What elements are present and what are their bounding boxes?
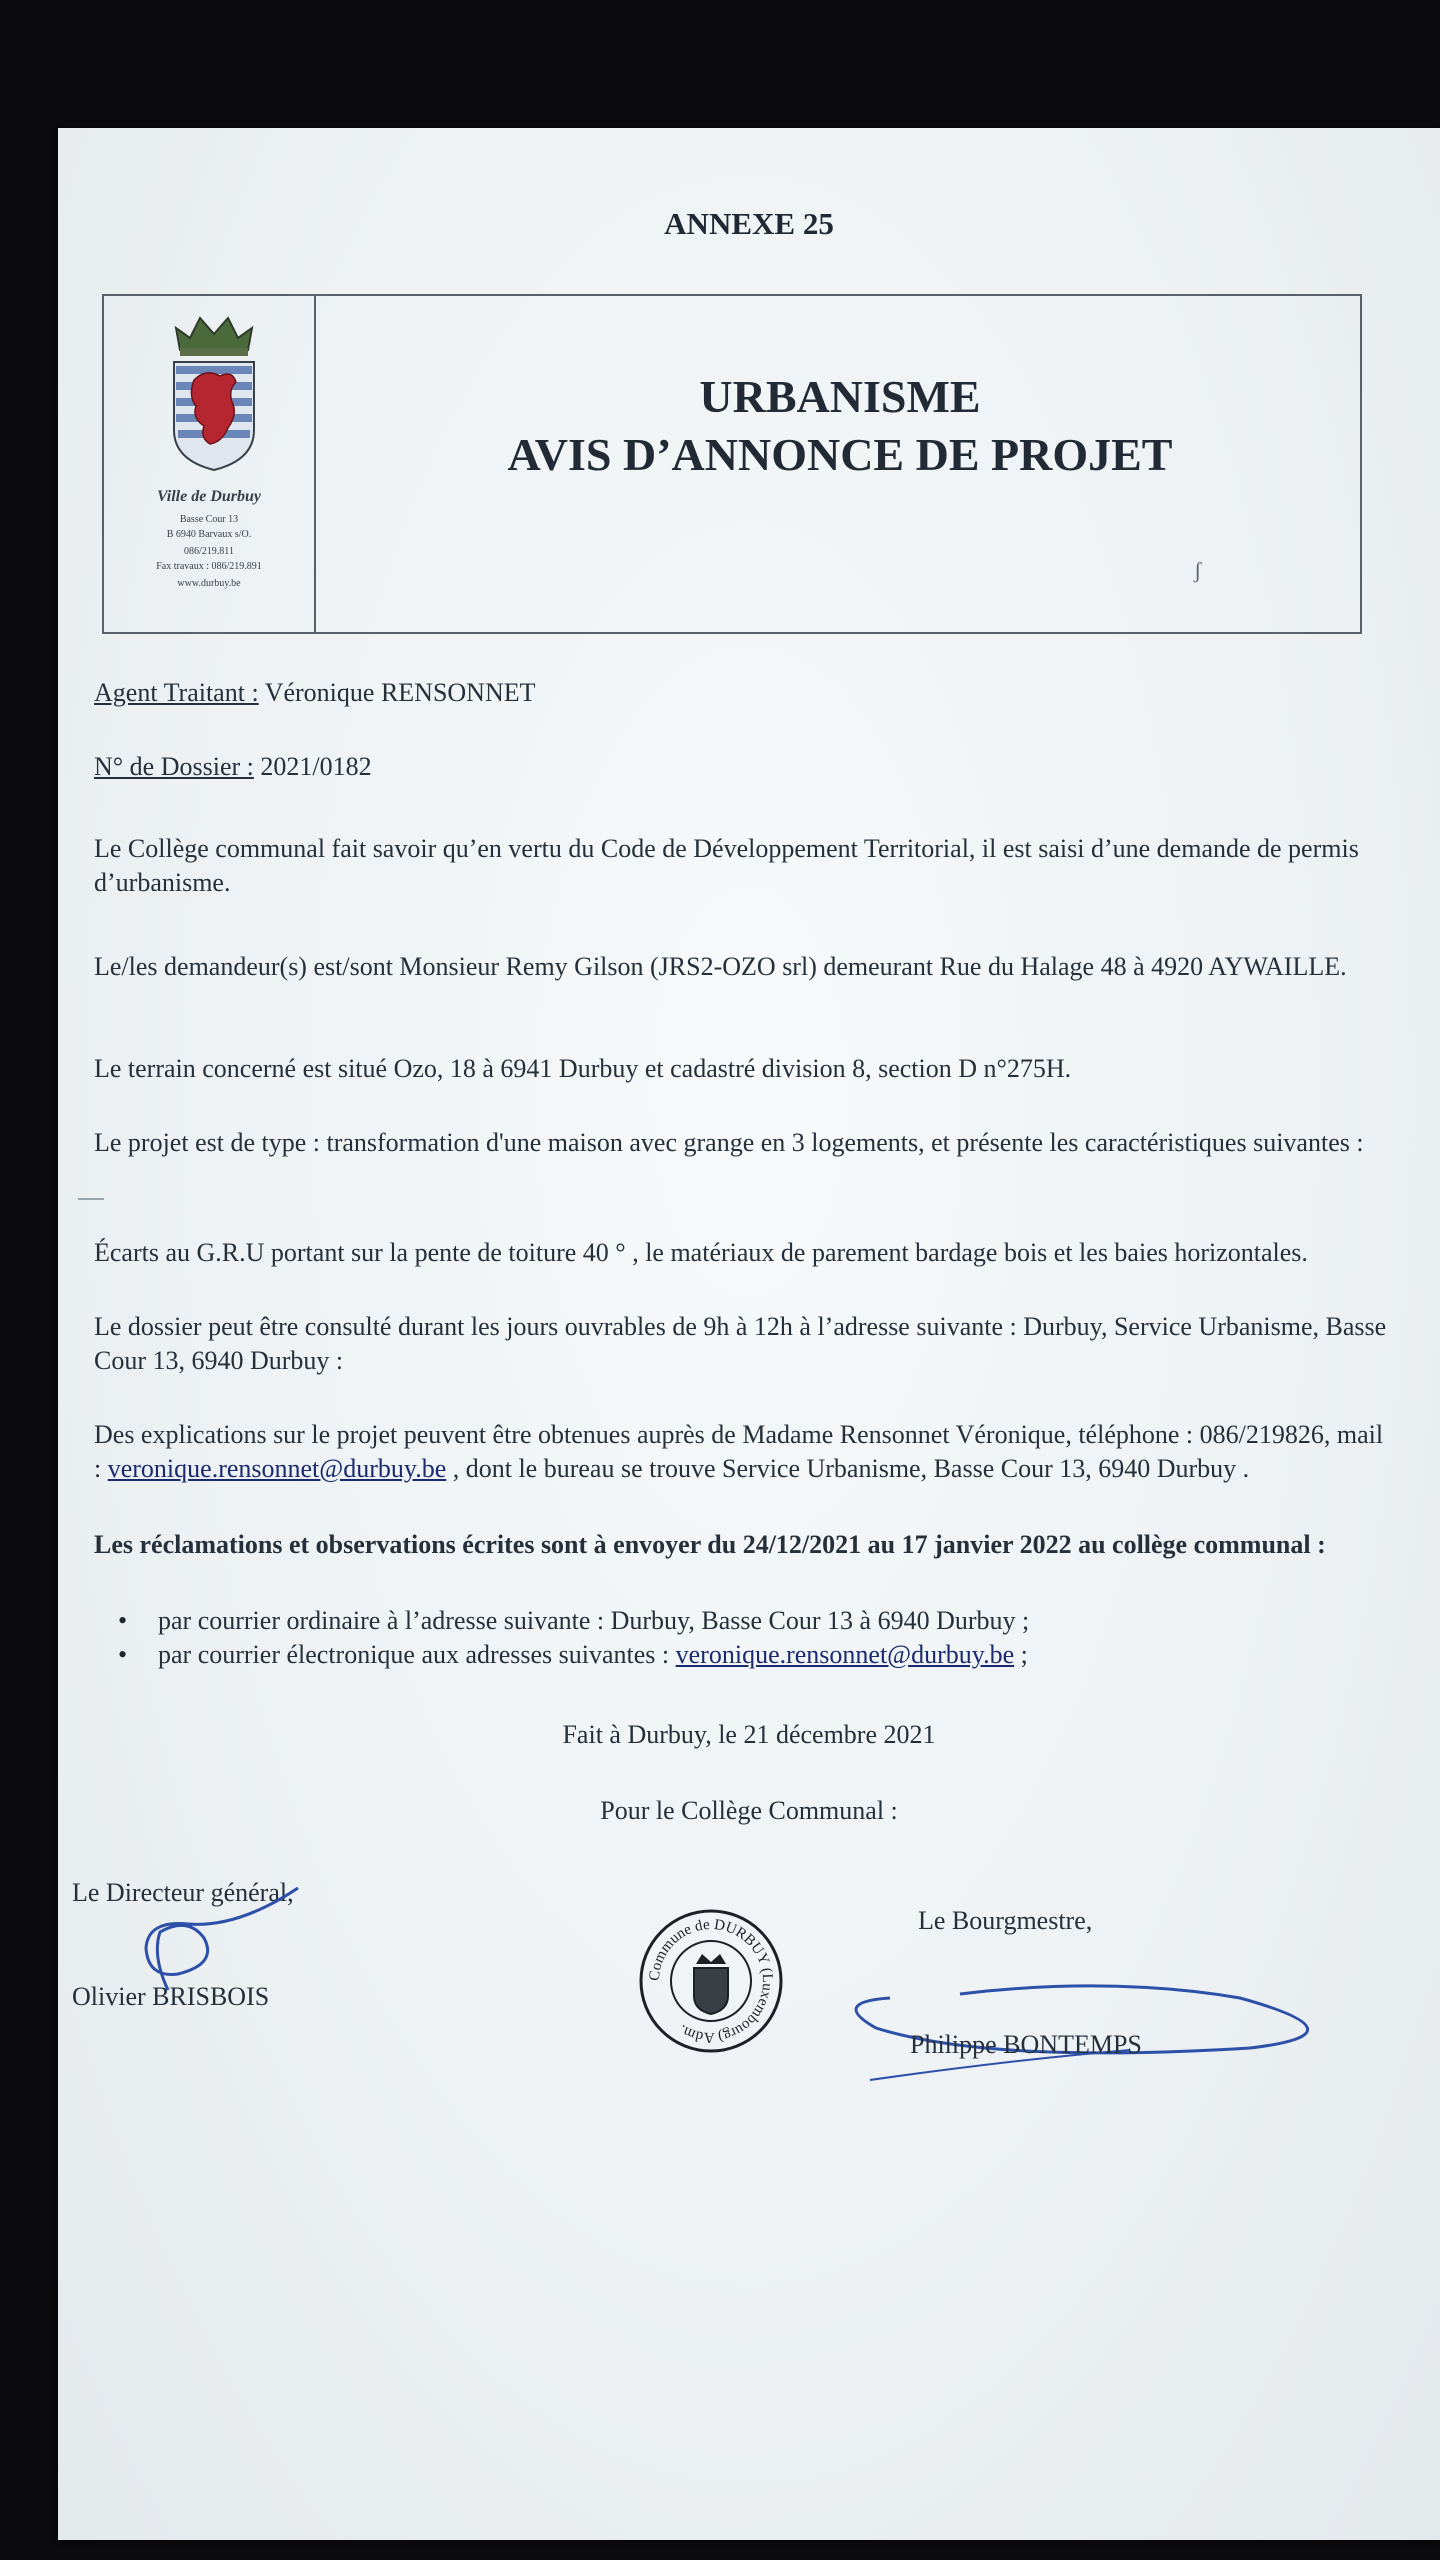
closing-date: Fait à Durbuy, le 21 décembre 2021 <box>562 1720 936 1749</box>
bullet-email-suffix: ; <box>1014 1640 1028 1669</box>
commune-stamp-icon <box>636 1906 786 2056</box>
paragraph-explications <box>94 1418 1394 1486</box>
paragraph-ecarts: Écarts au G.R.U portant sur la pente de toiture 40 ° , le matériaux de parement bardage bois et les baies horizontales. <box>94 1238 1308 1267</box>
paragraph-terrain: Le terrain concerné est situé Ozo, 18 à 6941 Durbuy et cadastré division 8, section D n°275H. <box>94 1054 1072 1083</box>
paragraph-projet: Le projet est de type : transformation d'une maison avec grange en 3 logements, et présente les caractéristiques suivantes : <box>94 1128 1364 1157</box>
closing-pour: Pour le Collège Communal : <box>600 1796 898 1825</box>
bullet-icon: • <box>118 1606 128 1635</box>
paragraph-consultation: Le dossier peut être consulté durant les jours ouvrables de 9h à 12h à l’adresse suivante : Durbuy, Service Urbanisme, Basse Cour 13, 6940 Durbuy : <box>94 1312 1387 1375</box>
stamp-text: Commune de DURBUY (Luxembourg) Adm. <box>646 1916 776 2046</box>
bourgmestre-name: Philippe BONTEMPS <box>910 2030 1142 2059</box>
agent-label: Agent Traitant : <box>94 678 259 707</box>
town-fax: Fax travaux : 086/219.891 <box>156 561 262 572</box>
annexe-label: ANNEXE 25 <box>664 206 834 241</box>
paragraph-college: Le Collège communal fait savoir qu’en vertu du Code de Développement Territorial, il est saisi d’une demande de permis d’urbanisme. <box>94 834 1359 897</box>
paragraph-demandeur: Le/les demandeur(s) est/sont Monsieur Remy Gilson (JRS2-OZO srl) demeurant Rue du Halage 48 à 4920 AYWAILLE. <box>94 952 1347 981</box>
bourgmestre-title: Le Bourgmestre, <box>918 1906 1093 1935</box>
town-website: www.durbuy.be <box>177 578 241 589</box>
dossier-line <box>94 750 1394 784</box>
directeur-title: Le Directeur général, <box>72 1878 294 1907</box>
dossier-value: 2021/0182 <box>253 752 372 781</box>
bullet-icon: • <box>118 1640 128 1669</box>
town-logo-cell <box>104 296 316 632</box>
explications-text-end: , dont le bureau se trouve Service Urbanisme, Basse Cour 13, 6940 Durbuy . <box>446 1454 1250 1483</box>
document-page <box>58 128 1440 2540</box>
explications-email-link[interactable]: veronique.rensonnet@durbuy.be <box>107 1454 447 1483</box>
town-name: Ville de Durbuy <box>156 488 261 505</box>
header-box <box>102 294 1362 634</box>
paragraph-reclamations: Les réclamations et observations écrites sont à envoyer du 24/12/2021 au 17 janvier 2022 au collège communal : <box>94 1530 1326 1559</box>
dossier-label: N° de Dossier : <box>94 752 254 781</box>
town-address-line2: B 6940 Barvaux s/O. <box>166 529 252 540</box>
document-subtitle: AVIS D’ANNONCE DE PROJET <box>507 429 1173 480</box>
explications-text-start: Des explications sur le projet peuvent être obtenues auprès de Madame Rensonnet Véronique, téléphone : 086/219826, mail : <box>94 1420 1384 1483</box>
agent-value: Véronique RENSONNET <box>258 678 536 707</box>
directeur-name: Olivier BRISBOIS <box>72 1982 270 2011</box>
coat-of-arms-icon <box>166 310 262 478</box>
directeur-signature <box>108 1868 348 2008</box>
town-address-line1: Basse Cour 13 <box>179 514 239 525</box>
agent-line <box>94 676 1394 710</box>
bullet-email <box>158 1638 1358 1672</box>
bullet-email-prefix: par courrier électronique aux adresses suivantes : <box>158 1640 676 1669</box>
bullet-email-link[interactable]: veronique.rensonnet@durbuy.be <box>675 1640 1015 1669</box>
document-title: URBANISME <box>699 371 981 422</box>
bullet-courrier: par courrier ordinaire à l’adresse suivante : Durbuy, Basse Cour 13 à 6940 Durbuy ; <box>158 1606 1030 1635</box>
pen-mark: ʃ <box>1194 558 1202 583</box>
town-phone: 086/219.811 <box>184 546 234 557</box>
edge-mark <box>78 1198 104 1200</box>
